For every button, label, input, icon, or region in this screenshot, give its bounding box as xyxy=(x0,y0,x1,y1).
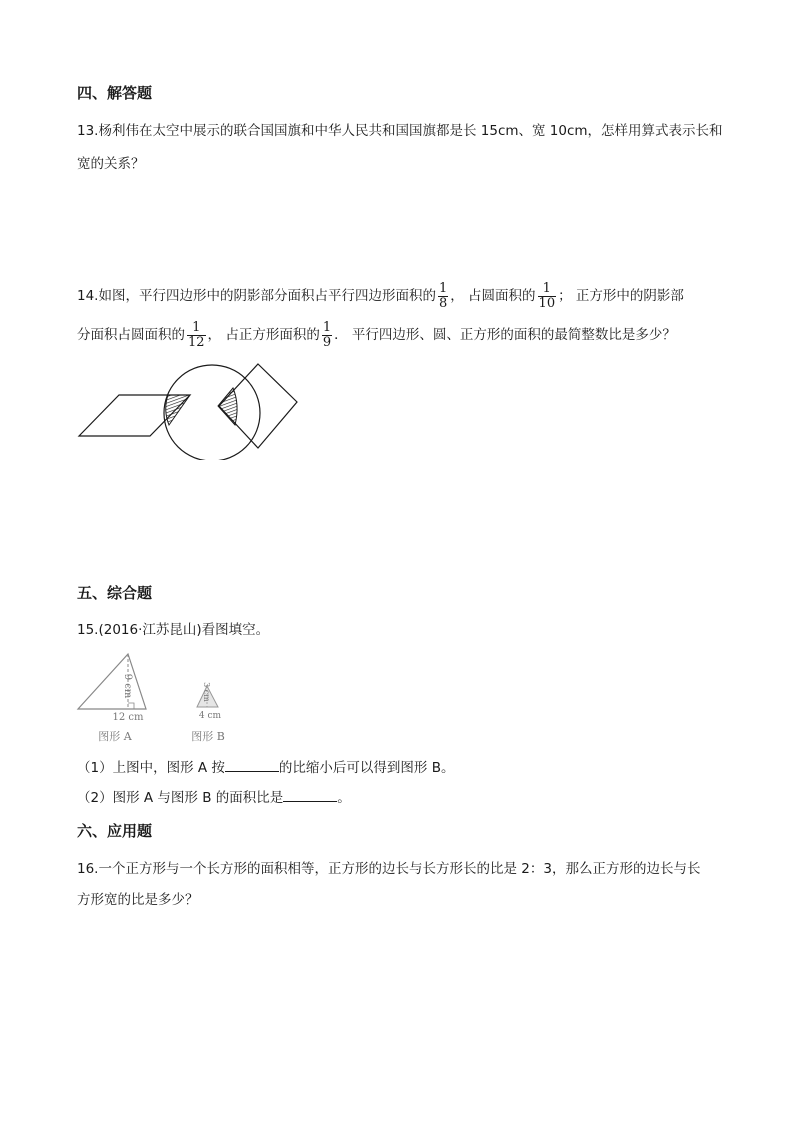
triangle-b-base-label: 4 cm xyxy=(198,711,222,721)
fraction-1-10: $\frac{1}{10}$ xyxy=(538,280,556,311)
circle-shape xyxy=(164,365,260,460)
q14-text-2: ， 占圆面积的 xyxy=(450,288,536,304)
section-6-heading: 六、应用题 xyxy=(77,822,153,840)
section-5-heading: 五、综合题 xyxy=(77,584,153,602)
q15-figure xyxy=(70,648,250,748)
q14-line-1 xyxy=(77,281,684,311)
fraction-1-12: $\frac{1}{12}$ xyxy=(188,319,205,350)
q14-text-6: ． 平行四边形、圆、正方形的面积的最简整数比是多少？ xyxy=(334,327,676,343)
triangle-a xyxy=(78,654,146,709)
q14-text-5: ， 占正方形面积的 xyxy=(207,327,320,343)
q16-line-2: 方形宽的比是多少？ xyxy=(77,892,199,908)
fraction-1-9: $\frac{1}{9}$ xyxy=(322,319,332,350)
q13-line-1: 13.杨利伟在太空中展示的联合国国旗和中华人民共和国国旗都是长 15cm、宽 10cm，怎样用算式表示长和 xyxy=(77,123,723,139)
q13-line-2: 宽的关系？ xyxy=(77,156,145,172)
figure-b-caption: 图形 B xyxy=(191,730,225,743)
q14-text-4: 分面积占圆面积的 xyxy=(77,327,185,343)
figure-a-caption: 图形 A xyxy=(98,730,132,743)
triangle-a-base-label: 12 cm xyxy=(112,712,144,723)
triangle-b-height-label: 3 cm xyxy=(202,682,211,702)
answer-blank-1[interactable] xyxy=(225,759,279,772)
q14-line-2 xyxy=(77,320,676,350)
q15-sub-2-suffix: 。 xyxy=(337,790,351,806)
q15-sub-1-prefix: （1）上图中，图形 A 按 xyxy=(77,760,225,776)
q15-sub-2-prefix: （2）图形 A 与图形 B 的面积比是 xyxy=(77,790,284,806)
parallelogram-shaded-region xyxy=(166,395,190,425)
q15-sub-2 xyxy=(77,788,351,808)
q14-text-3: ； 正方形中的阴影部 xyxy=(558,288,684,304)
q14-figure xyxy=(70,355,310,460)
q14-text-1: 14.如图，平行四边形中的阴影部分面积占平行四边形面积的 xyxy=(77,288,436,304)
answer-blank-2[interactable] xyxy=(283,789,337,802)
q15-sub-1-suffix: 的比缩小后可以得到图形 B。 xyxy=(278,760,455,776)
section-4-heading: 四、解答题 xyxy=(77,84,153,102)
fraction-1-8: $\frac{1}{8}$ xyxy=(438,280,448,311)
q15-intro: 15.(2016·江苏昆山)看图填空。 xyxy=(77,622,270,638)
triangle-a-height-label: 9 cm xyxy=(122,673,133,699)
square-shaded-region xyxy=(218,388,237,425)
q15-sub-1 xyxy=(77,758,454,778)
q16-line-1: 16.一个正方形与一个长方形的面积相等，正方形的边长与长方形长的比是 2：3，那么正方形的边长与长 xyxy=(77,861,701,877)
